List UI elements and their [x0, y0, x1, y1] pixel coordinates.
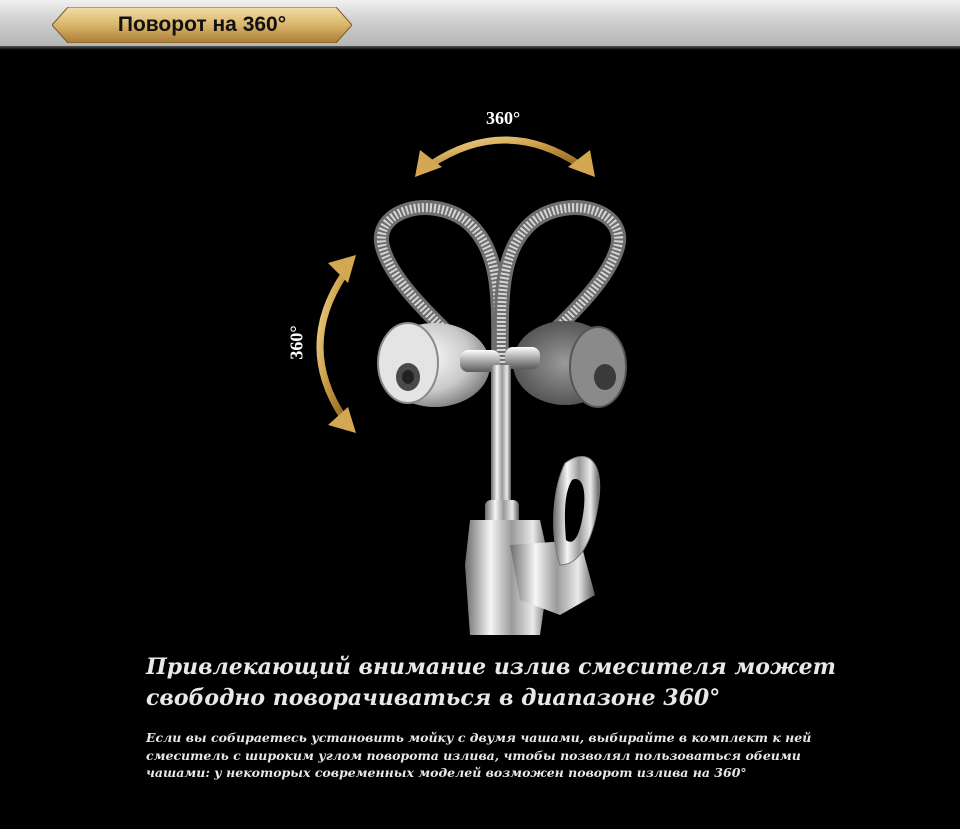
headline-line-2: свободно поворачиваться в диапазоне 360°: [146, 685, 721, 711]
horizontal-rotation-arrow-icon: [415, 140, 595, 177]
spray-head-right: [505, 321, 626, 407]
faucet-image: [260, 95, 700, 655]
description-line-2: смеситель с широким углом поворота излива, чтобы позволял пользоваться обеими: [146, 747, 801, 763]
description-line-3: чашами: у некоторых современных моделей возможен поворот излива на 360°: [146, 765, 747, 780]
header-divider: [0, 46, 960, 50]
title-badge: [52, 7, 352, 43]
faucet-body: [465, 456, 600, 635]
headline-line-1: Привлекающий внимание излив смесителя может: [146, 654, 836, 680]
top-rotation-label: 360°: [486, 108, 521, 128]
spout-stem: [485, 365, 519, 530]
side-rotation-label: 360°: [286, 325, 307, 360]
description-line-1: Если вы собираетесь установить мойку с двумя чашами, выбирайте в комплект к ней: [146, 730, 812, 745]
page-title: Поворот на 360°: [117, 13, 287, 36]
feature-description: [146, 729, 846, 782]
vertical-rotation-arrow-icon: [320, 255, 356, 433]
spray-head-left: [378, 323, 500, 407]
feature-headline: [146, 652, 906, 714]
